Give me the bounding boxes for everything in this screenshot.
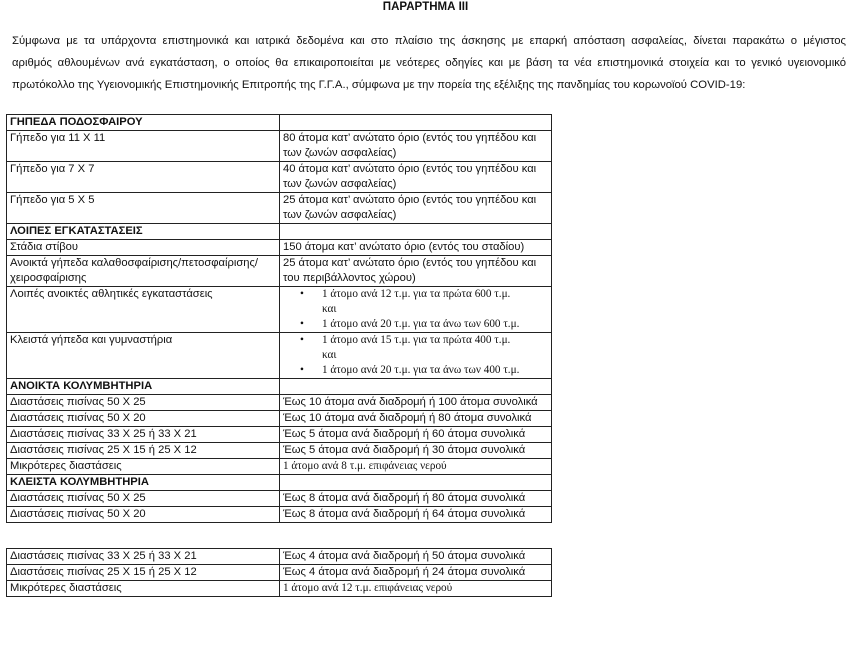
section-header: ΛΟΙΠΕΣ ΕΓΚΑΤΑΣΤΑΣΕΙΣ [7, 224, 280, 240]
facility-label: Στάδια στίβου [7, 240, 280, 256]
list-connector [322, 302, 548, 317]
table-row [7, 379, 552, 395]
facility-label: Διαστάσεις πισίνας 50 Χ 25 [7, 491, 280, 507]
capacity-value: 25 άτομα κατ’ ανώτατο όριο (εντός του γηπέδου και του περιβάλλοντος χώρου) [280, 256, 552, 287]
table-row [7, 581, 552, 597]
intro-line: αριθμός αθλουμένων ανά εγκατάσταση, ο οποίος θα επικαιροποιείται με νεότερες οδηγίες και με βάση τα νέα επιστημονικά στοιχεία και το γενικό υγειονομικό [12, 57, 846, 69]
table-row [7, 224, 552, 240]
table-cell [280, 115, 552, 131]
facility-label: Διαστάσεις πισίνας 25 Χ 15 ή 25 Χ 12 [7, 443, 280, 459]
table-row [7, 131, 552, 162]
facility-label: Γήπεδο για 11 Χ 11 [7, 131, 280, 162]
facility-label: Γήπεδο για 7 Χ 7 [7, 162, 280, 193]
and-text: και [322, 349, 337, 361]
facility-label: Μικρότερες διαστάσεις [7, 581, 280, 597]
and-text: και [322, 303, 337, 315]
table-cell [280, 379, 552, 395]
table-row [7, 491, 552, 507]
table-cell [280, 475, 552, 491]
intro-line: Σύμφωνα με τα υπάρχοντα επιστημονικά και ιατρικά δεδομένα και στο πλαίσιο της άσκησης με επαρκή απόσταση ασφαλείας, δίνεται παρακάτω ο μέγιστος [12, 35, 846, 47]
facility-label: Γήπεδο για 5 Χ 5 [7, 193, 280, 224]
facility-label: Ανοικτά γήπεδα καλαθοσφαίρισης/πετοσφαίρισης/χειροσφαίρισης [7, 256, 280, 287]
table-row [7, 565, 552, 581]
table-row [7, 193, 552, 224]
facility-label: Λοιπές ανοικτές αθλητικές εγκαταστάσεις [7, 287, 280, 333]
capacity-value: 150 άτομα κατ’ ανώτατο όριο (εντός του σταδίου) [280, 240, 552, 256]
capacity-value: Έως 5 άτομα ανά διαδρομή ή 60 άτομα συνολικά [280, 427, 552, 443]
facility-label: Διαστάσεις πισίνας 50 Χ 20 [7, 411, 280, 427]
table-row [7, 256, 552, 287]
capacity-table-continued [6, 548, 552, 597]
list-item: • 1 άτομο ανά 20 τ.μ. για τα άνω των 600 τ.μ. [322, 317, 548, 332]
capacity-value: 25 άτομα κατ’ ανώτατο όριο (εντός του γηπέδου και των ζωνών ασφαλείας) [280, 193, 552, 224]
table-row [7, 427, 552, 443]
table-cell [280, 224, 552, 240]
facility-label: Διαστάσεις πισίνας 50 Χ 20 [7, 507, 280, 523]
intro-line: πρωτόκολλο της Υγειονομικής Επιστημονικής Επιτροπής της Γ.Γ.Α., σύμφωνα με την πορεία της εξέλιξης της πανδημίας του κορωνοϊού COVID-19: [12, 79, 746, 91]
facility-label: Διαστάσεις πισίνας 33 Χ 25 ή 33 Χ 21 [7, 427, 280, 443]
facility-label: Διαστάσεις πισίνας 25 Χ 15 ή 25 Χ 12 [7, 565, 280, 581]
table-row [7, 475, 552, 491]
table-row [7, 287, 552, 333]
table-row [7, 411, 552, 427]
section-header: ΑΝΟΙΚΤΑ ΚΟΛΥΜΒΗΤΗΡΙΑ [7, 379, 280, 395]
table-row [7, 549, 552, 565]
table-row [7, 507, 552, 523]
table-row [7, 240, 552, 256]
capacity-value: Έως 8 άτομα ανά διαδρομή ή 64 άτομα συνολικά [280, 507, 552, 523]
facility-label: Διαστάσεις πισίνας 50 Χ 25 [7, 395, 280, 411]
capacity-list [283, 287, 548, 332]
capacity-list [283, 333, 548, 378]
list-item: • 1 άτομο ανά 12 τ.μ. για τα πρώτα 600 τ.μ. [322, 287, 548, 302]
table-row [7, 333, 552, 379]
capacity-value [280, 287, 552, 333]
capacity-value: Έως 10 άτομα ανά διαδρομή ή 100 άτομα συνολικά [280, 395, 552, 411]
capacity-value: Έως 4 άτομα ανά διαδρομή ή 24 άτομα συνολικά [280, 565, 552, 581]
section-header: ΓΗΠΕΔΑ ΠΟΔΟΣΦΑΙΡΟΥ [7, 115, 280, 131]
table-row [7, 395, 552, 411]
table-row [7, 162, 552, 193]
facility-label: Μικρότερες διαστάσεις [7, 459, 280, 475]
table-row [7, 443, 552, 459]
capacity-value [280, 333, 552, 379]
facility-label: Κλειστά γήπεδα και γυμναστήρια [7, 333, 280, 379]
section-header: ΚΛΕΙΣΤΑ ΚΟΛΥΜΒΗΤΗΡΙΑ [7, 475, 280, 491]
table-row [7, 459, 552, 475]
table-row [7, 115, 552, 131]
capacity-value: Έως 10 άτομα ανά διαδρομή ή 80 άτομα συνολικά [280, 411, 552, 427]
intro-paragraph [12, 30, 846, 96]
capacity-value: Έως 5 άτομα ανά διαδρομή ή 30 άτομα συνολικά [280, 443, 552, 459]
capacity-value: 80 άτομα κατ’ ανώτατο όριο (εντός του γηπέδου και των ζωνών ασφαλείας) [280, 131, 552, 162]
list-item: • 1 άτομο ανά 20 τ.μ. για τα άνω των 400 τ.μ. [322, 363, 548, 378]
page-title: ΠΑΡΑΡΤΗΜΑ ΙΙΙ [382, 1, 469, 13]
capacity-value: 1 άτομο ανά 12 τ.μ. επιφάνειας νερού [280, 581, 552, 597]
facility-label: Διαστάσεις πισίνας 33 Χ 25 ή 33 Χ 21 [7, 549, 280, 565]
capacity-table [6, 114, 552, 523]
capacity-value: 40 άτομα κατ’ ανώτατο όριο (εντός του γηπέδου και των ζωνών ασφαλείας) [280, 162, 552, 193]
capacity-value: Έως 8 άτομα ανά διαδρομή ή 80 άτομα συνολικά [280, 491, 552, 507]
list-connector [322, 348, 548, 363]
list-item: • 1 άτομο ανά 15 τ.μ. για τα πρώτα 400 τ.μ. [322, 333, 548, 348]
capacity-value: Έως 4 άτομα ανά διαδρομή ή 50 άτομα συνολικά [280, 549, 552, 565]
capacity-value: 1 άτομο ανά 8 τ.μ. επιφάνειας νερού [280, 459, 552, 475]
